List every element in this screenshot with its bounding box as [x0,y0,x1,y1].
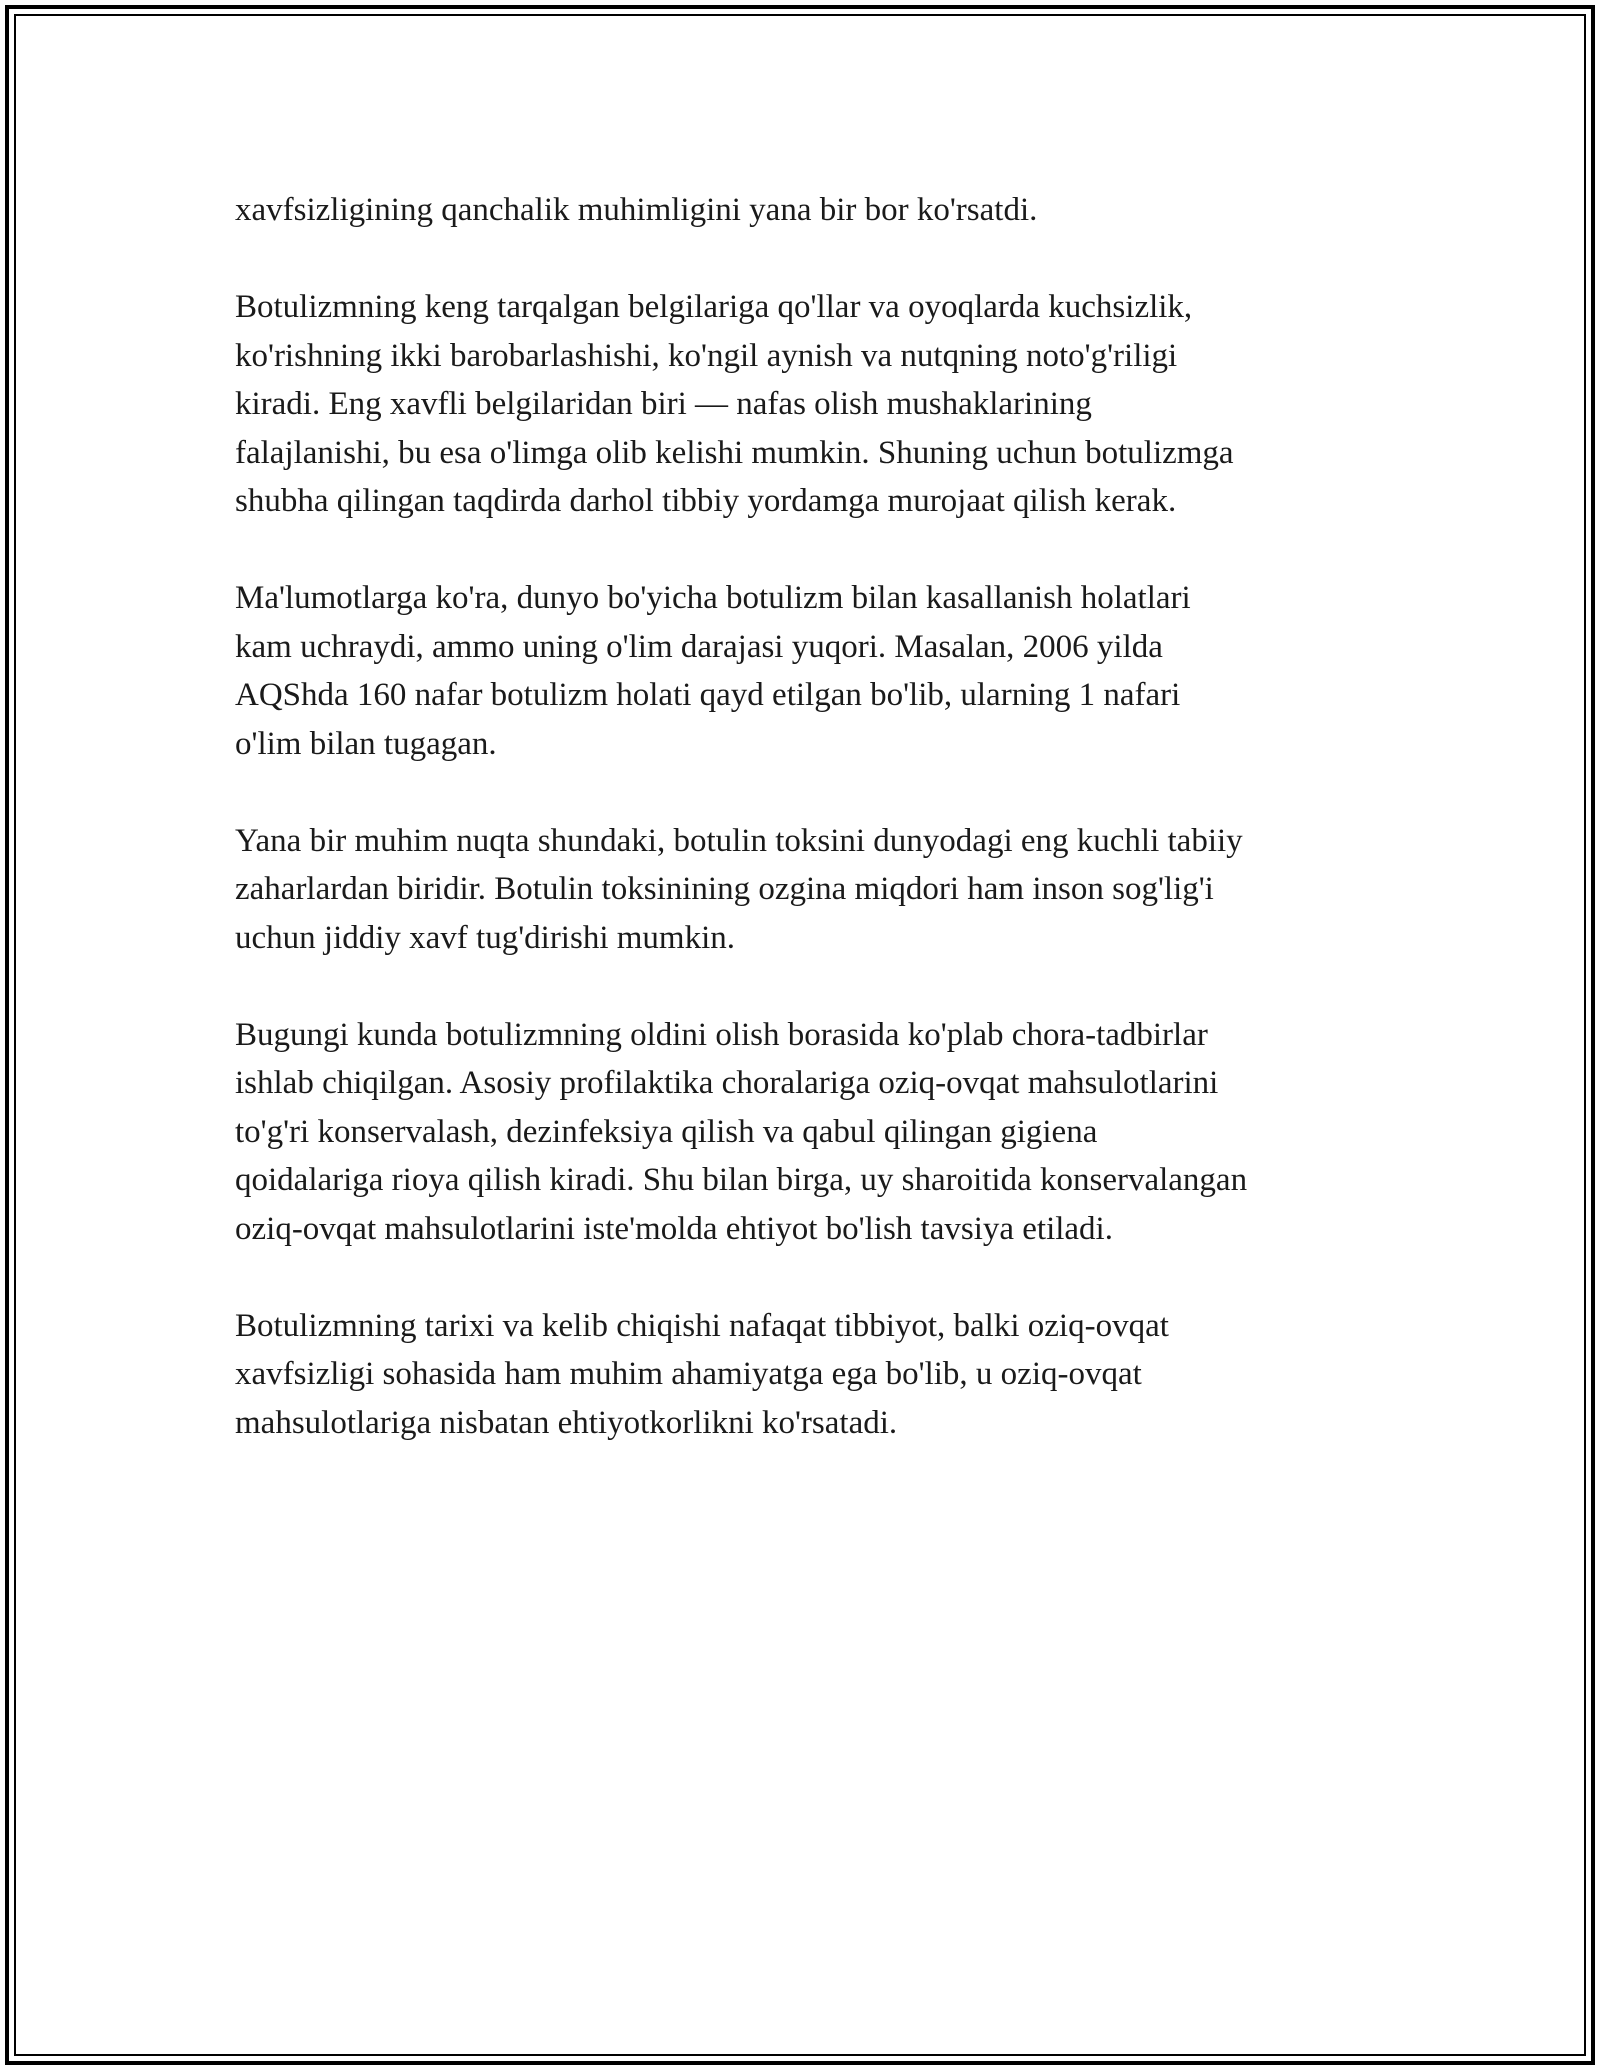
text-line: Botulizmning keng tarqalgan belgilariga qo'llar va oyoqlarda kuchsizlik, [235,289,1193,325]
text-line: Botulizmning tarixi va kelib chiqishi nafaqat tibbiyot, balki oziq-ovqat [235,1307,1169,1344]
text-line: qoidalariga rioya qilish kiradi. Shu bilan birga, uy sharoitida konservalangan [235,1162,1248,1198]
paragraph-3 [235,574,1385,768]
text-line: to'g'ri konservalash, dezinfeksiya qilish va qabul qilingan gigiena [235,1113,1098,1150]
text-line: o'lim bilan tugagan. [235,725,497,762]
text-line: shubha qilingan taqdirda darhol tibbiy yordamga murojaat qilish kerak. [235,483,1177,519]
text-line: Bugungi kunda botulizmning oldini olish borasida ko'plab chora-tadbirlar [235,1016,1208,1053]
text-line: kiradi. Eng xavfli belgilaridan biri — nafas olish mushaklarining [235,386,1092,422]
text-line: mahsulotlariga nisbatan ehtiyotkorlikni ko'rsatadi. [235,1404,898,1441]
text-line: falajlanishi, bu esa o'limga olib kelishi mumkin. Shuning uchun botulizmga [235,434,1234,471]
text-line: Ma'lumotlarga ko'ra, dunyo bo'yicha botulizm bilan kasallanish holatlari [235,580,1191,616]
text-line: xavfsizligi sohasida ham muhim ahamiyatga ega bo'lib, u oziq-ovqat [235,1356,1142,1392]
text-line: zaharlardan biridir. Botulin toksinining ozgina miqdori ham inson sog'lig'i [235,871,1214,907]
paragraph-1 [235,186,1385,235]
text-line: AQShda 160 nafar botulizm holati qayd etilgan bo'lib, ularning 1 nafari [235,677,1181,713]
text-line: kam uchraydi, ammo uning o'lim darajasi yuqori. Masalan, 2006 yilda [235,628,1163,665]
paragraph-2 [235,283,1385,526]
text-line: uchun jiddiy xavf tug'dirishi mumkin. [235,919,735,956]
text-line: ishlab chiqilgan. Asosiy profilaktika choralariga oziq-ovqat mahsulotlarini [235,1065,1219,1101]
document-body [235,186,1385,1496]
text-line: xavfsizligining qanchalik muhimligini yana bir bor ko'rsatdi. [235,192,1038,228]
paragraph-5 [235,1011,1385,1254]
paragraph-4 [235,817,1385,963]
text-line: ko'rishning ikki barobarlashishi, ko'ngil aynish va nutqning noto'g'riligi [235,337,1178,374]
text-line: oziq-ovqat mahsulotlarini iste'molda ehtiyot bo'lish tavsiya etiladi. [235,1210,1113,1247]
paragraph-6 [235,1302,1385,1448]
text-line: Yana bir muhim nuqta shundaki, botulin toksini dunyodagi eng kuchli tabiiy [235,822,1243,859]
